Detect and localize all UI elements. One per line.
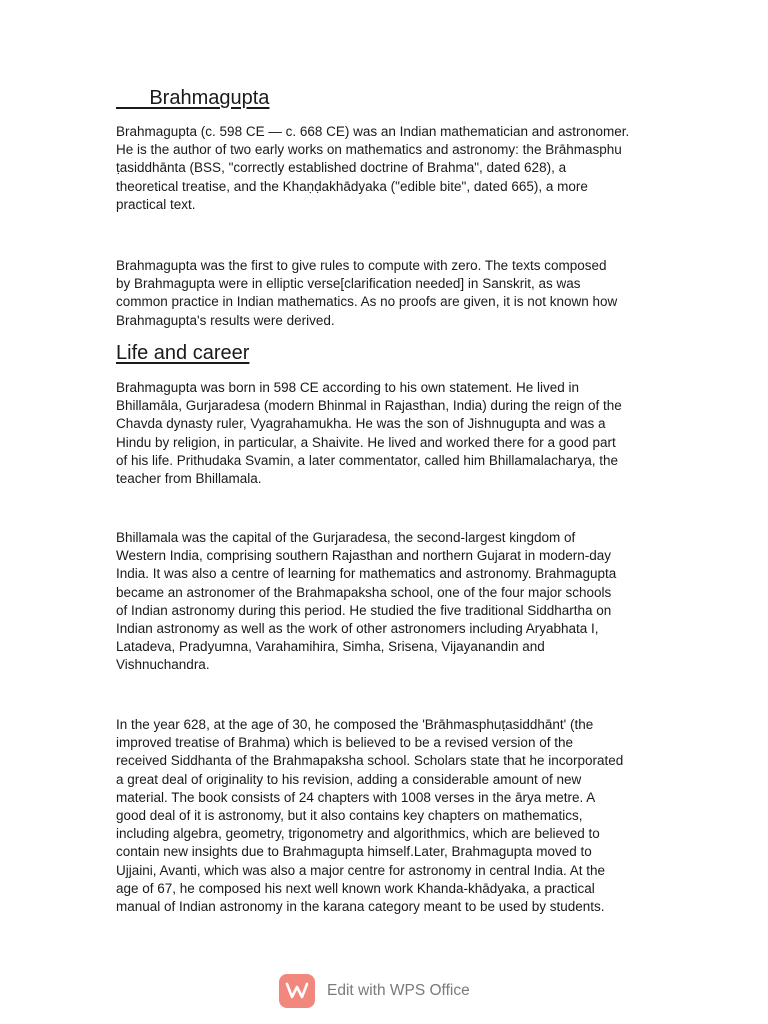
intro-paragraph-1 xyxy=(116,123,661,214)
paragraph-line: contain new insights due to Brahmagupta himself.Later, Brahmagupta moved to xyxy=(116,844,592,860)
paragraph-line: Latadeva, Pradyumna, Varahamihira, Simha, Srisena, Vijayanandin and xyxy=(116,639,545,655)
paragraph-line: age of 67, he composed his next well known work Khanda-khādyaka, a practical xyxy=(116,880,595,896)
paragraph-line: manual of Indian astronomy in the karana category meant to be used by students. xyxy=(116,899,605,915)
paragraph-line: became an astronomer of the Brahmapaksha school, one of the four major schools xyxy=(116,584,612,600)
section-heading: Life and career xyxy=(116,342,250,364)
paragraph-line: common practice in Indian mathematics. As no proofs are given, it is not known how xyxy=(116,294,618,310)
paragraph-line: Bhillamāla, Gurjaradesa (modern Bhinmal in Rajasthan, India) during the reign of the xyxy=(116,398,622,414)
paragraph-line: theoretical treatise, and the Khaṇḍakhādyaka ("edible bite", dated 665), a more xyxy=(116,178,588,194)
paragraph-line: Chavda dynasty ruler, Vyagrahamukha. He was the son of Jishnugupta and was a xyxy=(116,416,606,432)
paragraph-line: good deal of it is astronomy, but it also contains key chapters on mathematics, xyxy=(116,808,583,824)
paragraph-line: improved treatise of Brahma) which is believed to be a revised version of the xyxy=(116,735,573,751)
paragraph-line: received Siddhanta of the Brahmapaksha school. Scholars state that he incorporated xyxy=(116,753,624,769)
paragraph-line: ṭasiddhānta (BSS, "correctly established doctrine of Brahma", dated 628), a xyxy=(116,160,567,176)
wps-logo-icon xyxy=(279,974,315,1008)
section-paragraph-2 xyxy=(116,529,661,675)
document-title: Brahmagupta xyxy=(116,87,270,109)
paragraph-line: by Brahmagupta were in elliptic verse[clarification needed] in Sanskrit, as was xyxy=(116,276,581,292)
paragraph-line: Indian astronomy as well as the work of other astronomers including Aryabhata I, xyxy=(116,621,599,637)
paragraph-line: Hindu by religion, in particular, a Shaivite. He lived and worked there for a good part xyxy=(116,434,616,450)
paragraph-line: Western India, comprising southern Rajasthan and northern Gujarat in modern-day xyxy=(116,548,612,564)
paragraph-line: a great deal of originality to his revision, adding a considerable amount of new xyxy=(116,771,582,787)
paragraph-line: Brahmagupta was the first to give rules to compute with zero. The texts composed xyxy=(116,258,607,273)
paragraph-line: practical text. xyxy=(116,196,196,212)
paragraph-line: Ujjaini, Avanti, which was also a major centre for astronomy in central India. At the xyxy=(116,862,605,878)
wps-w-glyph-icon xyxy=(285,981,309,1001)
paragraph-line: of his life. Prithudaka Svamin, a later commentator, called him Bhillamalacharya, the xyxy=(116,452,618,468)
paragraph-line: including algebra, geometry, trigonometry and algorithmics, which are believed to xyxy=(116,826,600,842)
wps-footer-text[interactable]: Edit with WPS Office xyxy=(327,982,470,999)
paragraph-line: Brahmagupta's results were derived. xyxy=(116,312,335,328)
paragraph-line: In the year 628, at the age of 30, he composed the 'Brāhmasphuṭasiddhānt' (the xyxy=(116,717,594,732)
paragraph-line: Brahmagupta was born in 598 CE according to his own statement. He lived in xyxy=(116,380,580,395)
paragraph-line: Bhillamala was the capital of the Gurjaradesa, the second-largest kingdom of xyxy=(116,530,576,545)
paragraph-line: of Indian astronomy during this period. He studied the five traditional Siddhartha on xyxy=(116,602,612,618)
paragraph-line: Vishnuchandra. xyxy=(116,657,210,673)
intro-paragraph-2 xyxy=(116,257,661,330)
paragraph-line: India. It was also a centre of learning for mathematics and astronomy. Brahmagupta xyxy=(116,566,617,582)
paragraph-line: teacher from Bhillamala. xyxy=(116,471,262,487)
paragraph-line: Brahmagupta (c. 598 CE — c. 668 CE) was an Indian mathematician and astronomer. xyxy=(116,124,630,139)
paragraph-line: He is the author of two early works on mathematics and astronomy: the Brāhmasphu xyxy=(116,142,622,158)
wps-footer[interactable] xyxy=(279,973,470,1009)
section-paragraph-3 xyxy=(116,716,661,916)
paragraph-line: material. The book consists of 24 chapters with 1008 verses in the ārya metre. A xyxy=(116,789,596,805)
section-paragraph-1 xyxy=(116,379,661,488)
